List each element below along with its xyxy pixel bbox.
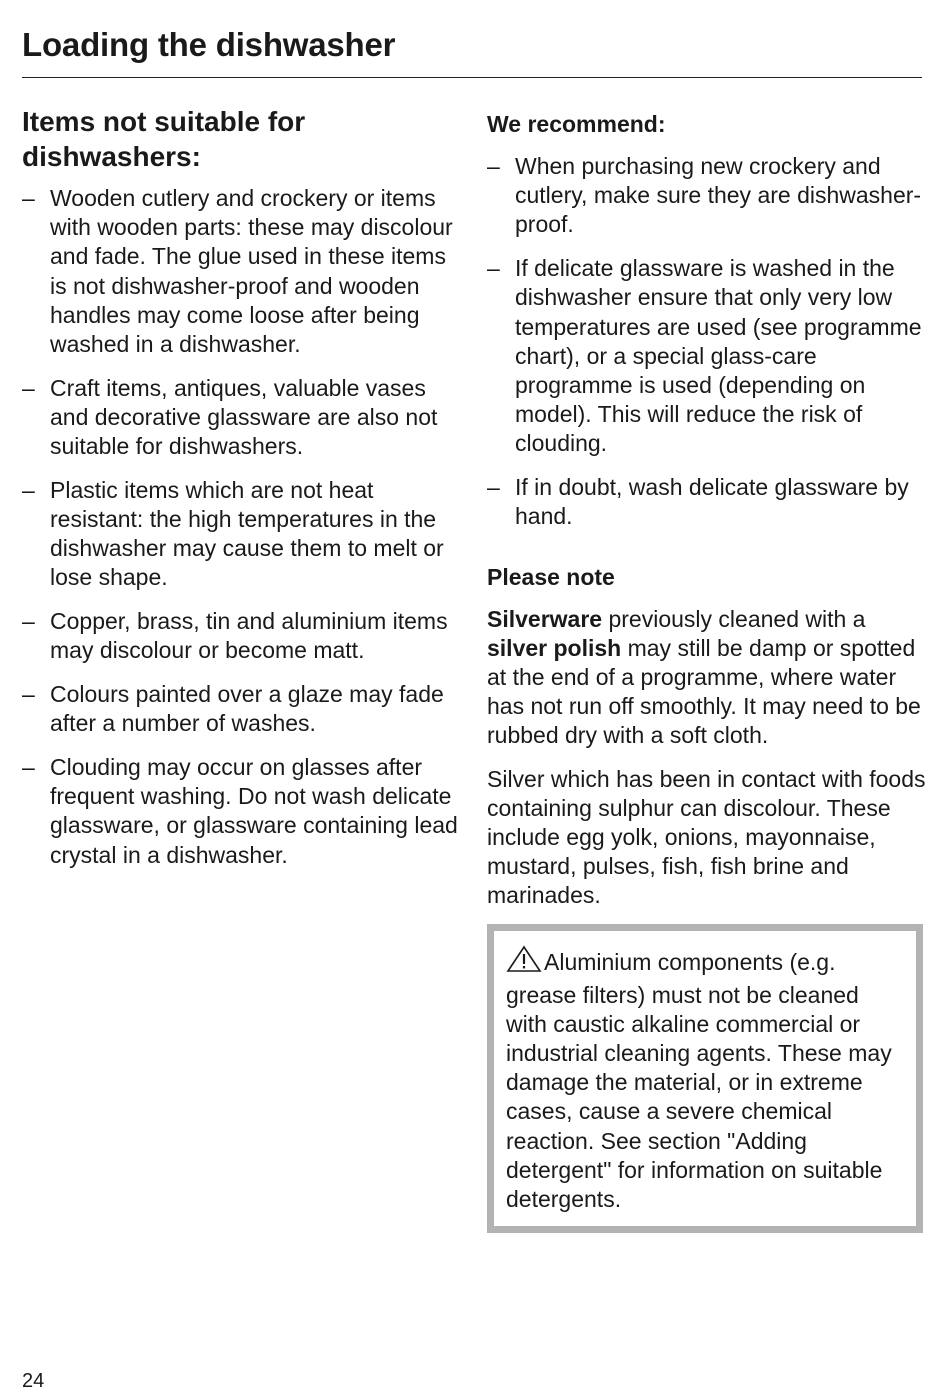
please-note-heading: Please note — [487, 564, 615, 591]
list-item: – When purchasing new crockery and cutlery, make sure they are dishwasher-proof. — [487, 153, 922, 238]
list-item: – Copper, brass, tin and aluminium items may discolour or become matt. — [22, 608, 448, 664]
list-item: – If delicate glassware is washed in the dishwasher ensure that only very low temperatures are used (see programme chart), or a special glass-care programme is used (depending on model). This will reduce the risk of clouding. — [487, 255, 922, 457]
sulphur-paragraph: Silver which has been in contact with foods containing sulphur can discolour. These include egg yolk, onions, mayonnaise, mustard, pulses, fish, fish brine and marinades. — [487, 765, 926, 908]
silverware-paragraph: Silverware previously cleaned with a silver polish may still be damp or spotted at the end of a programme, where water has not run off smoothly. It may need to be rubbed dry with a soft cloth. — [487, 606, 921, 749]
page-title: Loading the dishwasher — [22, 26, 396, 63]
dash-bullet: – — [487, 153, 500, 179]
warning-triangle-icon — [506, 945, 542, 980]
list-item: – If in doubt, wash delicate glassware by hand. — [487, 474, 909, 530]
dash-bullet: – — [22, 476, 35, 503]
left-column — [22, 104, 462, 884]
silverware-term: Silverware — [487, 606, 603, 633]
list-item: – Wooden cutlery and crockery or items with wooden parts: these may discolour and fade. The glue used in these items is not dishwasher-proof and wooden handles may come loose after being washed in a dishwasher. — [22, 185, 453, 358]
recommend-list — [487, 152, 927, 531]
list-item: – Clouding may occur on glasses after frequent washing. Do not wash delicate glassware, or glassware containing lead crystal in a dishwasher. — [22, 753, 458, 868]
unsuitable-items-heading: Items not suitable for dishwashers: — [22, 106, 306, 172]
dash-bullet: – — [487, 255, 500, 282]
warning-text: Aluminium components (e.g. grease filters) must not be cleaned with caustic alkaline commercial or industrial cleaning agents. These may damage the material, or in extreme cases, cause a severe chemical reaction. See section "Adding detergent" for information on suitable detergents. — [506, 949, 892, 1213]
dash-bullet: – — [22, 681, 35, 708]
dash-bullet: – — [22, 374, 35, 401]
dash-bullet: – — [487, 474, 500, 501]
dash-bullet: – — [22, 753, 35, 780]
unsuitable-items-list — [22, 184, 462, 870]
header-divider — [22, 77, 922, 78]
dash-bullet: – — [22, 608, 35, 635]
dash-bullet: – — [22, 185, 35, 211]
recommend-heading: We recommend: — [487, 111, 666, 137]
page-number: 24 — [22, 1370, 45, 1392]
list-item: – Plastic items which are not heat resistant: the high temperatures in the dishwasher may cause them to melt or lose shape. — [22, 476, 444, 591]
list-item: – Craft items, antiques, valuable vases and decorative glassware are also not suitable for dishwashers. — [22, 374, 438, 460]
right-column — [487, 110, 927, 1233]
list-item: – Colours painted over a glaze may fade after a number of washes. — [22, 681, 444, 737]
silver-polish-term: silver polish — [487, 635, 622, 662]
warning-box — [487, 924, 923, 1233]
